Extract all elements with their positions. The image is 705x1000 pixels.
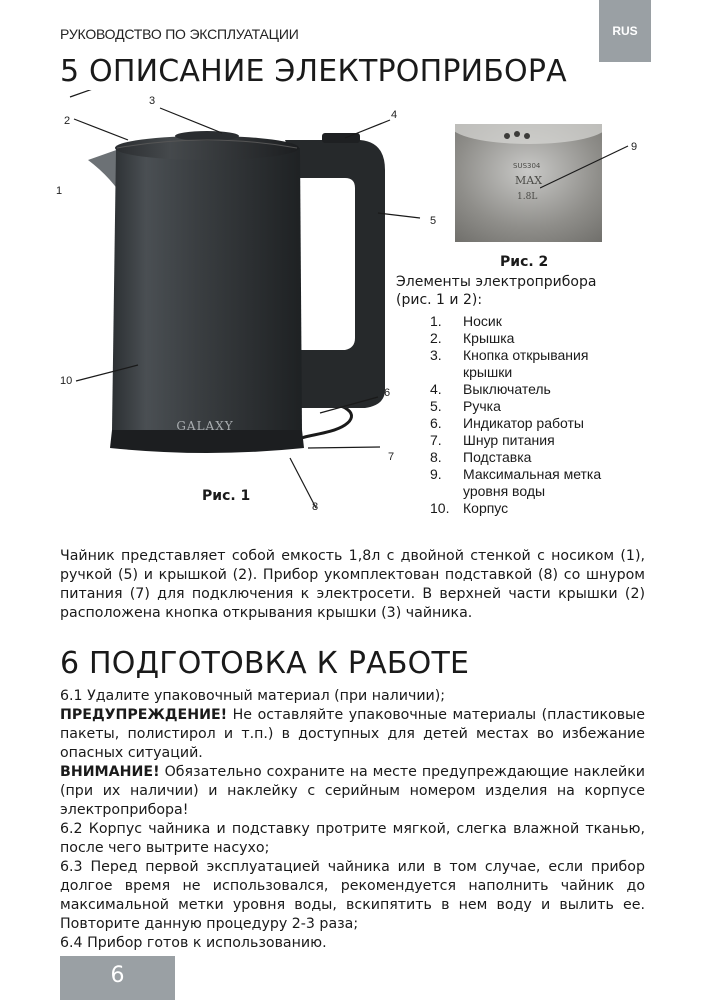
callout-8: 8 bbox=[312, 501, 319, 510]
running-header: РУКОВОДСТВО ПО ЭКСПЛУАТАЦИИ bbox=[60, 26, 299, 42]
engraving-material: SUS304 bbox=[513, 162, 541, 170]
brand-label: GALAXY bbox=[176, 419, 234, 433]
figure-2-caption: Рис. 2 bbox=[500, 254, 549, 270]
figure-1-caption: Рис. 1 bbox=[202, 488, 251, 504]
list-item: 1. Носик bbox=[430, 313, 502, 329]
callout-7: 7 bbox=[388, 451, 395, 463]
elements-heading-line-1: Элементы электроприбора bbox=[396, 274, 597, 290]
list-item: 10. Корпус bbox=[430, 500, 509, 516]
callout-6: 6 bbox=[384, 387, 391, 399]
list-item: 9. Максимальная метка уровня воды bbox=[430, 466, 602, 499]
callout-2: 2 bbox=[64, 115, 71, 127]
callout-9: 9 bbox=[631, 141, 638, 153]
section-6-heading: 6 ПОДГОТОВКА К РАБОТЕ bbox=[60, 646, 470, 681]
section-5-heading: 5 ОПИСАНИЕ ЭЛЕКТРОПРИБОРА bbox=[60, 54, 567, 89]
engraving-volume: 1.8L bbox=[517, 192, 538, 202]
page-number: 6 bbox=[60, 956, 175, 1000]
callout-10: 10 bbox=[60, 375, 73, 387]
list-item: 6. Индикатор работы bbox=[430, 415, 584, 431]
list-item: 7. Шнур питания bbox=[430, 432, 555, 448]
step-6-1: 6.1 Удалите упаковочный материал (при наличии); bbox=[60, 688, 446, 704]
engraving-max: MAX bbox=[515, 174, 543, 187]
kettle-figure bbox=[0, 90, 450, 510]
list-item: 3. Кнопка открывания крышки bbox=[430, 347, 589, 380]
elements-list bbox=[430, 313, 633, 517]
list-item: 4. Выключатель bbox=[430, 381, 551, 397]
language-tab: RUS bbox=[599, 0, 651, 62]
elements-heading-line-2: (рис. 1 и 2): bbox=[396, 292, 483, 308]
step-6-2: 6.2 Корпус чайника и подставку протрите мягкой, слегка влажной тканью, после чего вытрите насухо; bbox=[60, 821, 645, 856]
step-6-4: 6.4 Прибор готов к использованию. bbox=[60, 935, 327, 951]
callout-1: 1 bbox=[56, 185, 63, 197]
kettle-body-shape bbox=[112, 148, 302, 430]
step-6-3: 6.3 Перед первой эксплуатацией чайника или в том случае, если прибор долгое время не использовался, рекомендуется наполнить чайник до максимальной метки уровня воды, вскипятить в нем воду и вылить ее. Повторите данную процедуру 2-3 раза; bbox=[60, 859, 645, 932]
attention-paragraph: ВНИМАНИЕ! Обязательно сохраните на месте предупреждающие наклейки (при их наличии) и наклейку с серийным номером изделия на корпусе электроприбора! bbox=[60, 764, 645, 818]
warning-label: ПРЕДУПРЕЖДЕНИЕ! bbox=[60, 707, 228, 723]
callout-9-leader bbox=[540, 136, 650, 196]
base-shape bbox=[110, 430, 304, 453]
attention-label: ВНИМАНИЕ! bbox=[60, 764, 160, 780]
list-item: 2. Крышка bbox=[430, 330, 515, 346]
list-item: 8. Подставка bbox=[430, 449, 532, 465]
callout-3: 3 bbox=[149, 95, 156, 107]
elements-heading bbox=[396, 273, 596, 309]
preparation-text bbox=[60, 687, 645, 953]
callout-4: 4 bbox=[391, 109, 398, 121]
list-item: 5. Ручка bbox=[430, 398, 501, 414]
callout-5: 5 bbox=[430, 215, 437, 227]
kettle-description: Чайник представляет собой емкость 1,8л с двойной стенкой с носиком (1), ручкой (5) и крышкой (2). Прибор укомплектован подставкой (8) со шнуром питания (7) для подключения к электросети. В верхней части крышки (2) расположена кнопка открывания крышки (3) чайника. bbox=[60, 548, 645, 621]
warning-paragraph: ПРЕДУПРЕЖДЕНИЕ! Не оставляйте упаковочные материалы (пластиковые пакеты, полистирол и т.п.) в доступных для детей местах во избежание опасных ситуаций. bbox=[60, 707, 645, 761]
